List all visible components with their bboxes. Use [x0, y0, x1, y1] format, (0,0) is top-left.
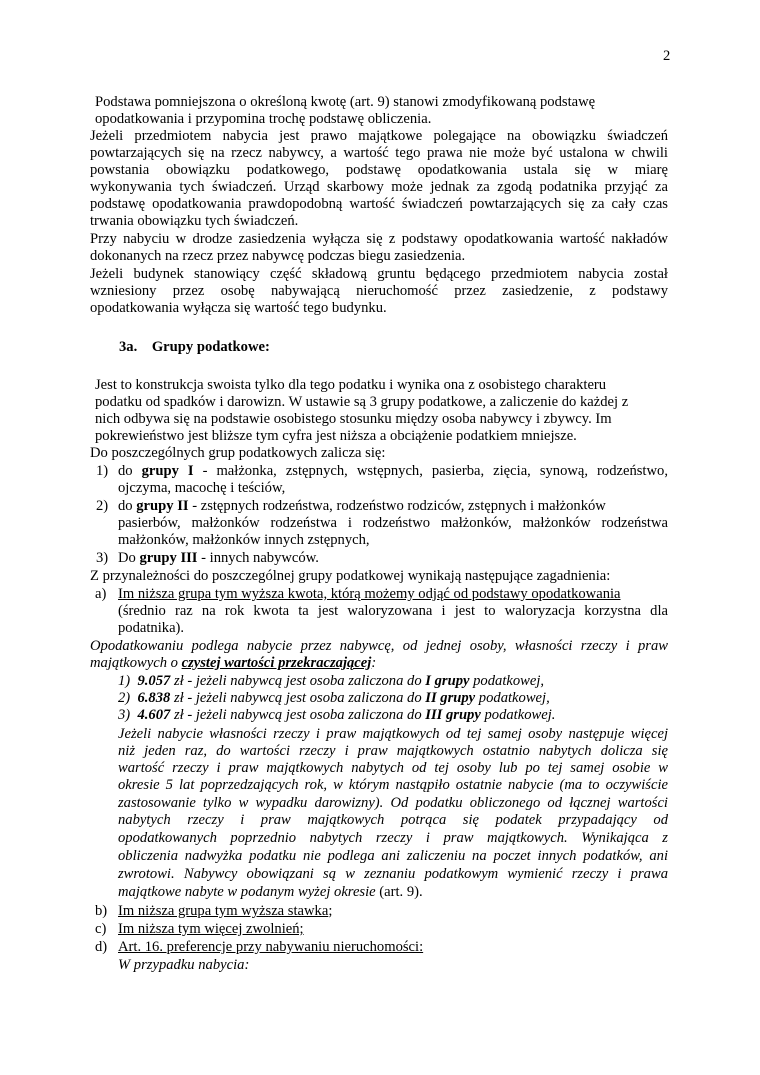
threshold-2: 2) 6.838 zł - jeżeli nabywcą jest osoba zaliczona do II grupy podatkowej,: [118, 690, 550, 706]
item-a-label: a): [95, 586, 107, 602]
italic-para-line-3: wartość rzeczy i praw majątkowych nabytych od tej osoby lub po tej samej osobie w: [118, 760, 668, 776]
italic-line-2: majątkowych o czystej wartości przekraczającej:: [90, 655, 377, 671]
item-a-line-3: podatnika).: [118, 620, 185, 636]
p5-line-1: Jest to konstrukcja swoista tylko dla tego podatku i wynika ona z osobistego charakteru: [95, 377, 607, 393]
threshold-1: 1) 9.057 zł - jeżeli nabywcą jest osoba zaliczona do I grupy podatkowej,: [118, 673, 545, 689]
italic-para-line-8: obliczenia nadwyżka podatku nie podlega ani zaliczeniu na poczet innych podatków, ani: [118, 848, 668, 864]
group-2-line-3: małżonków, małżonków innych zstępnych,: [118, 532, 370, 548]
italic-para-line-10: majątkowe nabyte w podanym wyżej okresie (art. 9).: [118, 884, 423, 900]
group-1-line-1: do grupy I - małżonka, zstępnych, wstępnych, pasierba, zięcia, synową, rodzeństwo,: [118, 463, 668, 479]
item-c-text: Im niższa tym więcej zwolnień;: [118, 921, 304, 937]
item-b-text: Im niższa grupa tym wyższa stawka;: [118, 903, 333, 919]
page-number: 2: [663, 48, 671, 64]
item-a-underlined: Im niższa grupa tym wyższa kwota, którą możemy odjąć od podstawy opodatkowania: [118, 586, 621, 602]
group-3-number: 3): [96, 550, 109, 566]
threshold-3: 3) 4.607 zł - jeżeli nabywcą jest osoba zaliczona do III grupy podatkowej.: [118, 707, 556, 723]
group-3-line: Do grupy III - innych nabywców.: [118, 550, 319, 566]
p2-line-2: powtarzających się na rzecz nabywcy, a wartość tego prawa nie może być ustalona w chwili: [90, 145, 668, 161]
item-c-label: c): [95, 921, 107, 937]
italic-para-line-2: niż jeden raz, do wartości rzeczy i praw majątkowych ostatnio nabytych dolicza się: [118, 743, 668, 759]
p3-line-2: dokonanych na rzecz przez nabywcę podczas biegu zasiedzenia.: [90, 248, 466, 264]
group-1-number: 1): [96, 463, 109, 479]
p1-line-1: Podstawa pomniejszona o określoną kwotę (art. 9) stanowi zmodyfikowaną podstawę: [95, 94, 596, 110]
group-2-number: 2): [96, 498, 109, 514]
p2-line-6: trwania obowiązku tych świadczeń.: [90, 213, 299, 229]
p2-line-3: powstania obowiązku podatkowego, podstawę opodatkowania ustala się w miarę: [90, 162, 668, 178]
italic-para-line-4: okresie 5 lat poprzedzających rok, w którym nastąpiło ostatnie nabycie (ma to oczywiście: [118, 777, 668, 793]
p2-line-5: podstawę opodatkowania prawdopodobną wartość świadczeń powtarzających się za cały czas: [90, 196, 668, 212]
p1-line-2: opodatkowania i przypomina trochę podstawę obliczenia.: [95, 111, 432, 127]
italic-para-line-1: Jeżeli nabycie własności rzeczy i praw majątkowych od tej samej osoby następuje więcej: [118, 726, 668, 742]
section-heading: 3a. Grupy podatkowe:: [119, 339, 270, 355]
group-1-line-2: ojczyma, macochę i teściów,: [118, 480, 286, 496]
p7-line: Z przynależności do poszczególnej grupy podatkowej wynikają następujące zagadnienia:: [90, 568, 611, 584]
p2-line-4: wykonywania tych świadczeń. Urząd skarbowy może jednak za zgodą podatnika przyjąć za: [90, 179, 668, 195]
italic-para-line-9: zwrotowi. Nabywcy obowiązani są w zeznaniu podatkowym wymienić rzeczy i prawa: [118, 866, 668, 882]
p6-line: Do poszczególnych grup podatkowych zalicza się:: [90, 445, 386, 461]
group-2-line-1: do grupy II - zstępnych rodzeństwa, rodzeństwo rodziców, zstępnych i małżonków: [118, 498, 606, 514]
italic-para-line-7: opodatkowanych poprzednio nabytych rzeczy i praw majątkowych. Wynikająca z: [118, 830, 668, 846]
p2-line-1: Jeżeli przedmiotem nabycia jest prawo majątkowe polegające na obowiązku świadczeń: [90, 128, 668, 144]
item-b-label: b): [95, 903, 108, 919]
italic-line-1: Opodatkowaniu podlega nabycie przez nabywcę, od jednej osoby, własności rzeczy i praw: [90, 638, 668, 654]
p4-line-1: Jeżeli budynek stanowiący część składową gruntu będącego przedmiotem nabycia został: [90, 266, 668, 282]
item-a-line-2: (średnio raz na rok kwota ta jest waloryzowana i jest to waloryzacja korzystna dla: [118, 603, 668, 619]
p3-line-1: Przy nabyciu w drodze zasiedzenia wyłącza się z podstawy opodatkowania wartość nakładów: [90, 231, 668, 247]
p4-line-3: opodatkowania wyłącza się wartość tego budynku.: [90, 300, 387, 316]
item-d-label: d): [95, 939, 108, 955]
p5-line-2: podatku od spadków i darowizn. W ustawie są 3 grupy podatkowe, a zaliczenie do każdej z: [95, 394, 629, 410]
item-d-text: Art. 16. preferencje przy nabywaniu nieruchomości:: [118, 939, 424, 955]
italic-para-line-6: nabytych rzeczy i praw majątkowych potrąca się podatek przypadający od: [118, 812, 668, 828]
group-2-line-2: pasierbów, małżonków rodzeństwa i rodzeństwo małżonków, małżonków rodzeństwa: [118, 515, 668, 531]
p4-line-2: wzniesiony przez osobę nabywającą nieruchomość przez zasiedzenie, z podstawy: [90, 283, 668, 299]
p5-line-4: pokrewieństwo jest bliższe tym cyfra jest niższa a obciążenie podatkiem mniejsze.: [95, 428, 577, 444]
p5-line-3: nich odbywa się na podstawie osobistego stosunku między osoba nabywcy i zbywcy. Im: [95, 411, 612, 427]
final-italic-line: W przypadku nabycia:: [118, 957, 250, 973]
italic-para-line-5: zastosowanie tylko w wypadku darowizny). Od podatku obliczonego od łącznej wartości: [118, 795, 668, 811]
